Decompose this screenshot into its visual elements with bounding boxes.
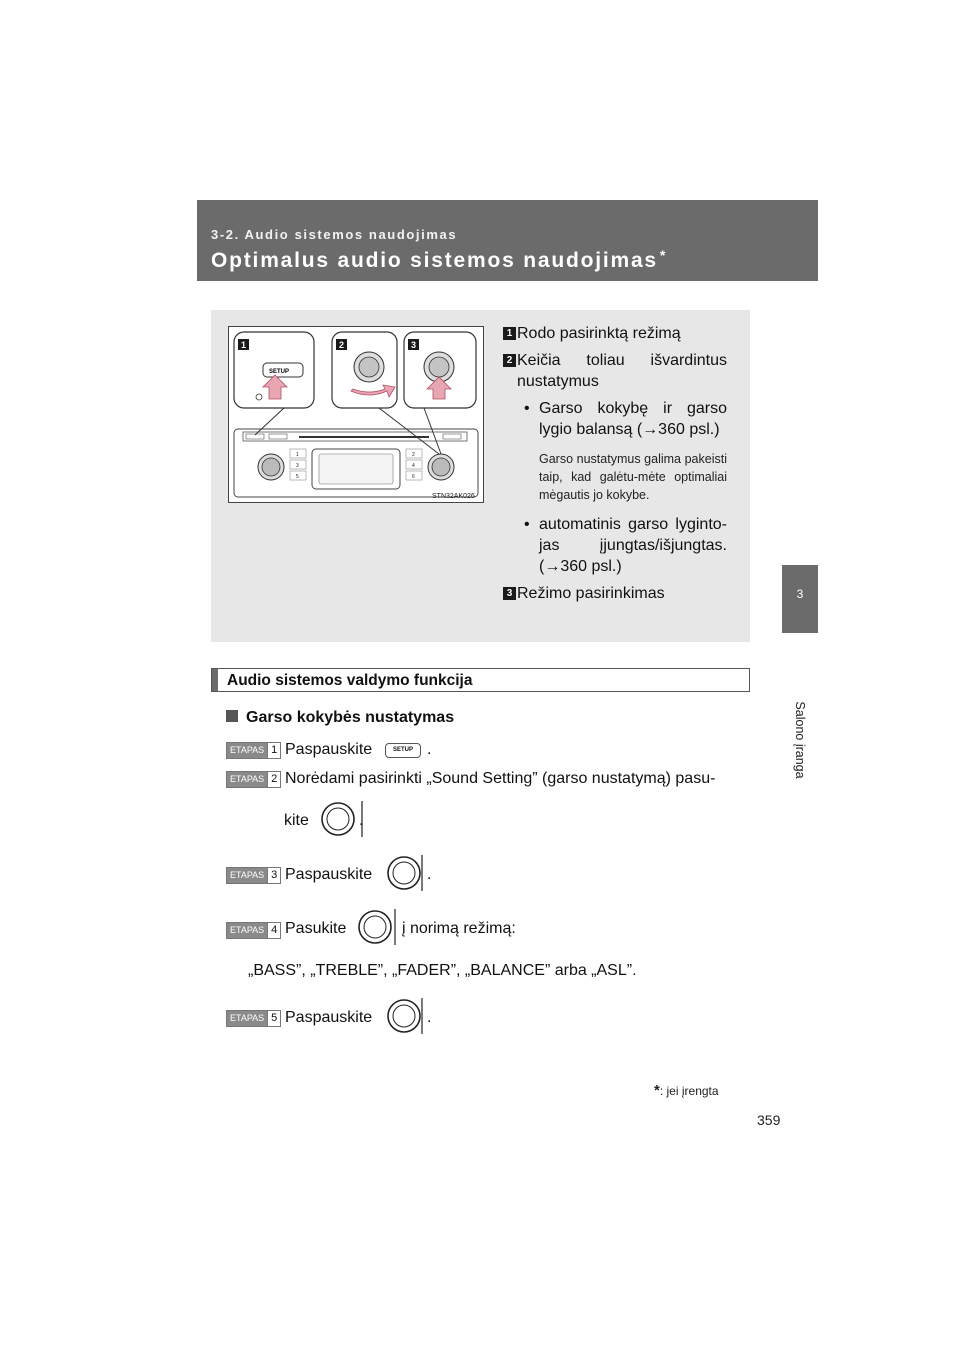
step-badge-3: [226, 867, 281, 884]
step-badge-number: 3: [267, 868, 280, 883]
legend-num-3: 3: [503, 587, 516, 600]
legend-text-3: Režimo pasirinkimas: [517, 585, 665, 602]
step-4-options: „BASS”, „TREBLE”, „FADER”, „BALANCE” arba „ASL”.: [248, 962, 637, 979]
step-badge-number: 5: [267, 1011, 280, 1026]
page-title: [211, 249, 667, 273]
step-2-cont: kite: [284, 812, 309, 829]
step-5-text: Paspauskite: [285, 1009, 373, 1026]
legend: [503, 323, 727, 604]
step-badge-number: 4: [267, 923, 280, 938]
audio-unit-drawing: [229, 327, 483, 502]
step-1-text: Paspauskite: [285, 741, 373, 758]
footnote: [654, 1082, 719, 1099]
step-5-end: .: [427, 1009, 432, 1026]
setup-button-icon: SETUP: [385, 743, 421, 758]
preset-6: 6: [412, 474, 415, 480]
square-bullet-icon: [226, 710, 238, 722]
legend-bullet-2: • automatinis garso lyginto-jas įjungtas/išjungtas. (→360 psl.): [503, 514, 727, 577]
overview-panel: [211, 310, 750, 642]
callout-2: 2: [339, 340, 345, 350]
legend-text-2: Keičia toliau išvardintus nustatymus: [517, 352, 727, 390]
step-2-end: .: [359, 812, 364, 829]
step-badge-2: [226, 771, 281, 788]
subsection-title: [226, 709, 454, 727]
step-1-end: .: [427, 741, 432, 758]
step-2-text: Norėdami pasirinkti „Sound Setting” (garso nustatymą) pasu-: [285, 770, 716, 787]
chapter-header: [197, 200, 818, 281]
footnote-text: : jei įrengta: [659, 1084, 719, 1098]
subsection-text: Garso kokybės nustatymas: [246, 709, 455, 726]
preset-2: 2: [412, 452, 415, 458]
preset-3: 3: [296, 463, 299, 469]
preset-4: 4: [412, 463, 415, 469]
step-4-text: Pasukite: [285, 920, 347, 937]
preset-1: 1: [296, 452, 299, 458]
tune-knob-icon: [355, 907, 407, 947]
section-header-bar: [212, 669, 218, 691]
page-number: 359: [757, 1112, 781, 1128]
step-badge-label: ETAPAS: [227, 868, 267, 883]
legend-text-1: Rodo pasirinktą režimą: [517, 325, 681, 342]
callout-1: 1: [241, 340, 247, 350]
step-badge-label: ETAPAS: [227, 743, 267, 758]
legend-item-3: [503, 583, 727, 604]
step-badge-number: 2: [267, 772, 280, 787]
callout-3: 3: [411, 340, 417, 350]
setup-label-illus: SETUP: [269, 369, 290, 375]
legend-bullet-1: • Garso kokybę ir garso lygio balansą (→360 psl.): [503, 398, 727, 440]
chapter-side-label: Salono įranga: [793, 701, 807, 779]
step-badge-number: 1: [267, 743, 280, 758]
legend-item-1: [503, 323, 727, 344]
footnote-asterisk: *: [654, 1082, 660, 1099]
step-badge-label: ETAPAS: [227, 772, 267, 787]
step-badge-4: [226, 922, 281, 939]
step-badge-label: ETAPAS: [227, 923, 267, 938]
audio-unit-illustration: [228, 326, 484, 503]
page-title-text: Optimalus audio sistemos naudojimas: [211, 249, 658, 272]
preset-5: 5: [296, 474, 299, 480]
title-asterisk: *: [659, 247, 668, 263]
legend-num-2: 2: [503, 354, 516, 367]
chapter-tab: 3: [782, 565, 818, 633]
legend-item-2: [503, 350, 727, 392]
step-3-end: .: [427, 866, 432, 883]
section-label: 3-2. Audio sistemos naudojimas: [211, 227, 458, 242]
step-badge-1: [226, 742, 281, 759]
step-4-end: į norimą režimą:: [402, 920, 516, 937]
section-title: Audio sistemos valdymo funkcija: [227, 672, 473, 689]
step-badge-label: ETAPAS: [227, 1011, 267, 1026]
legend-note: Garso nustatymus galima pakeisti taip, kad galėtu-mėte optimaliai mėgautis jo kokybe.: [539, 452, 727, 502]
illustration-code: STN32AK026: [432, 493, 475, 500]
section-header: [211, 668, 750, 692]
legend-num-1: 1: [503, 327, 516, 340]
step-3-text: Paspauskite: [285, 866, 373, 883]
step-badge-5: [226, 1010, 281, 1027]
